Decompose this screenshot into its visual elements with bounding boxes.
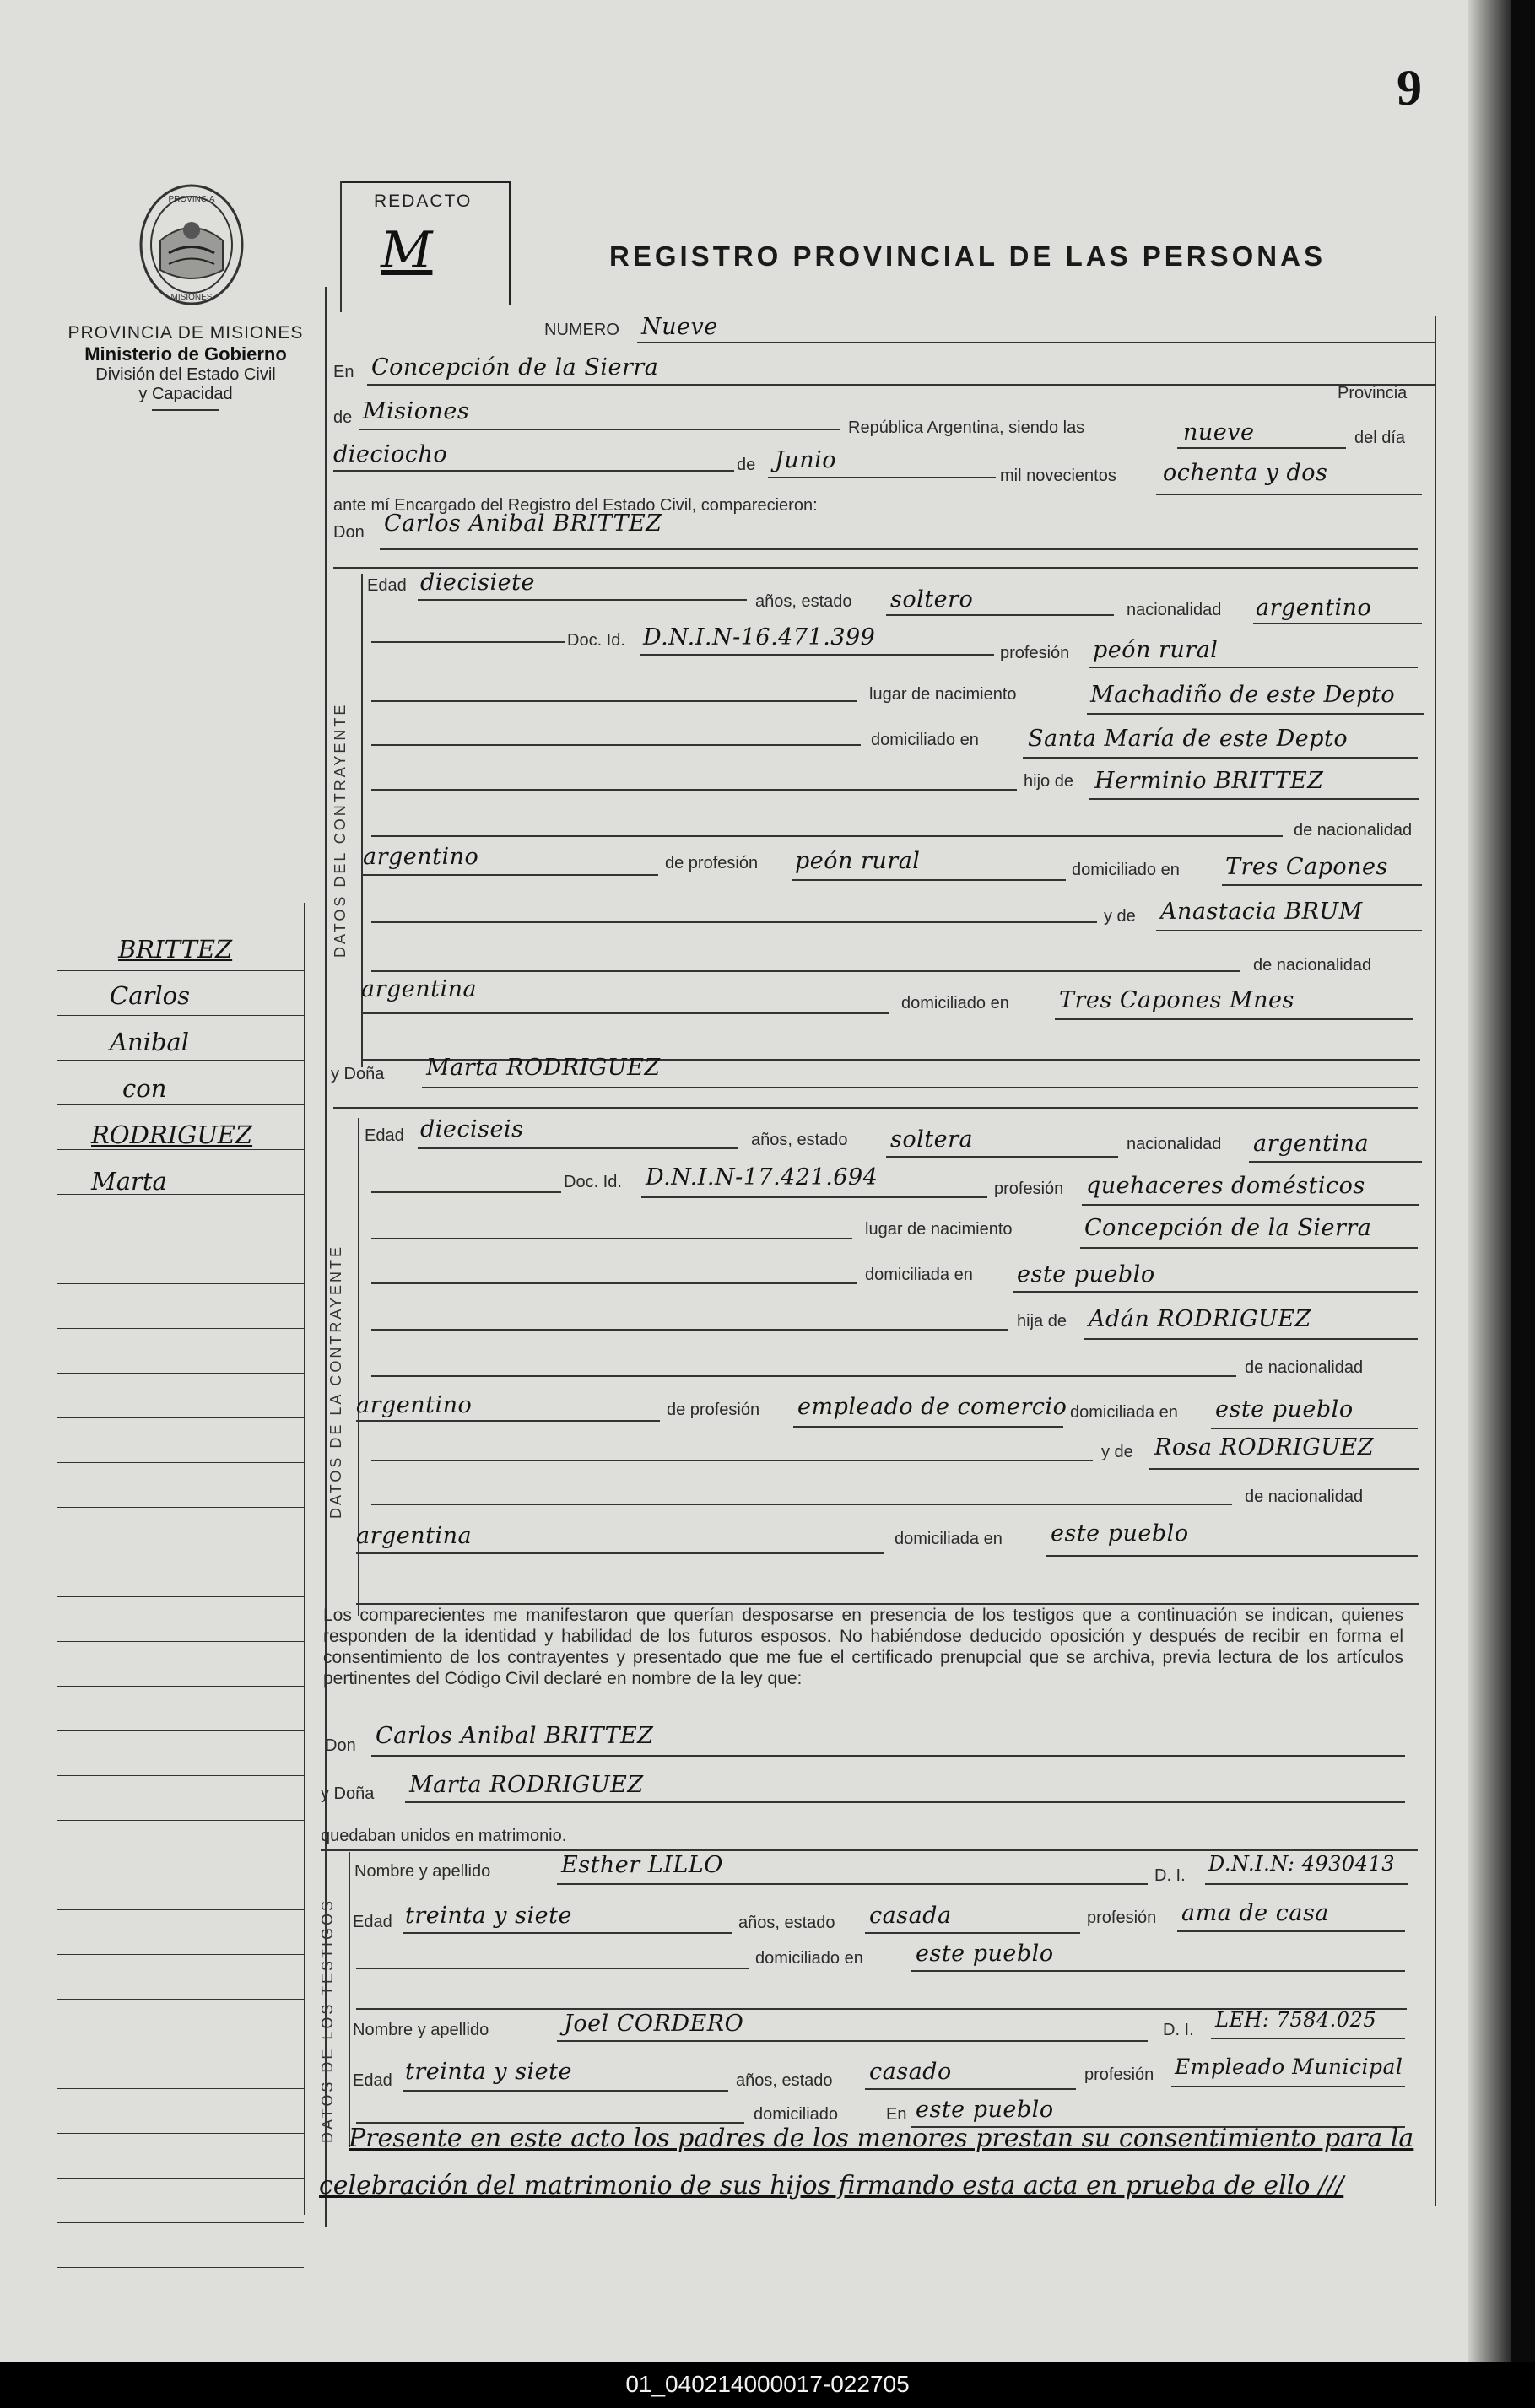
w1-profession: ama de casa [1181,1900,1329,1926]
book-spine [1468,0,1511,2362]
margin-rule-line [57,1596,304,1597]
line [371,1191,561,1193]
line [1023,757,1418,759]
line [886,614,1114,616]
line [1249,1161,1422,1163]
margin-rule-line [57,1060,304,1061]
groom-age: diecisiete [420,570,535,596]
line [418,1147,738,1149]
groom-name: Carlos Anibal BRITTEZ [384,510,662,537]
groom-mother: Anastacia BRUM [1160,899,1363,925]
groom-edad-label: Edad [367,576,407,595]
line [557,2040,1148,2042]
w2-nombre-label: Nombre y apellido [353,2021,489,2039]
w2-age: treinta y siete [405,2059,572,2085]
w1-name: Esther LILLO [561,1852,723,1878]
bride-dom-label: domiciliada en [865,1266,973,1284]
bride-nac-label: nacionalidad [1127,1135,1222,1153]
groom-nac-label: nacionalidad [1127,601,1222,619]
margin-rule-line [57,2088,304,2089]
line [1082,1204,1419,1206]
w2-profession: Empleado Municipal [1175,2054,1403,2079]
line [1211,2038,1405,2039]
w2-domicile: este pueblo [916,2097,1054,2123]
margin-rule-line [57,2267,304,2268]
w2-name: Joel CORDERO [564,2011,744,2037]
line [793,1426,1063,1428]
year-value: ochenta y dos [1163,460,1328,486]
groom-father-profession: peón rural [795,848,921,874]
bride-father-domicile: este pueblo [1215,1396,1354,1423]
groom-y-de-label: y de [1104,907,1136,926]
line [359,429,840,430]
line [640,654,994,656]
margin-rule-line [57,1641,304,1642]
hour-value: nueve [1183,419,1255,445]
line [371,1755,1405,1757]
line [1055,1018,1413,1020]
redacto-left-rule [340,181,342,312]
margin-rule-line [57,1283,304,1284]
groom-father-nationality: argentino [363,844,479,870]
margin-rule-line [57,1149,304,1150]
line [1222,884,1422,886]
sidebar-division: División del Estado Civil [95,365,276,384]
groom-lugar-label: lugar de nacimiento [869,685,1017,704]
bride-status: soltera [890,1126,974,1153]
line [1084,1338,1418,1340]
w2-di-label: D. I. [1163,2021,1194,2039]
line [1211,1428,1418,1429]
mil-text: mil novecientos [1000,467,1116,485]
groom-father-prof-label: de profesión [665,854,759,872]
w1-doc: D.N.I.N: 4930413 [1208,1852,1395,1876]
numero-value: Nueve [641,314,718,340]
province-value: Misiones [363,398,470,424]
form-outer-rule [304,903,305,2215]
don-label: Don [333,523,365,542]
groom-father: Herminio BRITTEZ [1094,768,1324,794]
line [371,835,1283,837]
w2-doc: LEH: 7584.025 [1215,2008,1377,2032]
bride-hija-label: hija de [1017,1312,1067,1331]
closing-line-1: Presente en este acto los padres de los menores prestan su consentimiento para la [349,2124,1414,2153]
redacto-initials: M [381,221,433,280]
line [865,1932,1080,1934]
en-label: En [333,363,354,381]
line [1171,2086,1405,2087]
margin-rule-line [57,1730,304,1731]
margin-note-middle-name: Anibal [110,1028,190,1056]
line [356,1968,749,1969]
line [333,1107,1418,1109]
line [1253,623,1422,624]
line [371,1329,1008,1331]
provincial-seal-icon [135,181,249,308]
bride-nationality: argentina [1253,1131,1370,1157]
line [321,1849,1418,1851]
groom-profession: peón rural [1093,637,1219,663]
groom-section-label: DATOS DEL CONTRAYENTE [332,702,349,958]
line [1013,1291,1418,1293]
margin-rule-line [57,1015,304,1016]
witness-section-rule [349,1852,350,2147]
del-dia-label: del día [1354,429,1406,447]
w2-status: casado [869,2059,952,2085]
footer-id-text: 01_040214000017-022705 [625,2371,910,2397]
decl-don-name: Carlos Anibal BRITTEZ [376,1723,654,1749]
margin-rule-line [57,1507,304,1508]
line [333,567,1418,569]
line [865,2088,1076,2090]
margin-rule-line [57,1909,304,1910]
w2-prof-label: profesión [1084,2065,1154,2084]
line [405,1801,1405,1803]
groom-father-dom-label: domiciliado en [1072,861,1180,879]
image-footer [0,2362,1535,2408]
line [371,921,1097,923]
w1-nombre-label: Nombre y apellido [354,1862,491,1881]
line [1087,713,1424,715]
margin-note-first-name: Carlos [110,981,190,1010]
line [911,1970,1405,1972]
line [1156,930,1422,931]
line [1089,667,1418,668]
margin-rule-line [57,970,304,971]
groom-mother-dom-label: domiciliado en [901,994,1009,1012]
line [1080,1247,1418,1249]
w1-anos-label: años, estado [738,1914,835,1932]
margin-note-surname: BRITTEZ [118,935,233,964]
bride-father: Adán RODRIGUEZ [1089,1306,1311,1332]
de-label: de [333,408,353,427]
groom-status: soltero [890,586,974,613]
margin-note-bride-name: Marta [91,1167,167,1196]
day-value: dieciocho [333,441,448,467]
bride-y-de-label: y de [1101,1443,1133,1461]
line [367,384,1435,386]
bride-father-nationality: argentino [356,1392,473,1418]
line [641,1196,987,1198]
closing-line-2: celebración del matrimonio de sus hijos firmando esta acta en prueba de ello /// [319,2171,1344,2200]
line [371,641,565,643]
line [333,470,734,472]
decl-dona-name: Marta RODRIGUEZ [409,1772,644,1798]
w2-dom-label: domiciliado [754,2105,839,2124]
groom-father-nac-label: de nacionalidad [1294,821,1413,840]
ante-text: ante mí Encargado del Registro del Estado Civil, comparecieron: [333,496,818,515]
line [1089,798,1419,800]
groom-dom-label: domiciliado en [871,731,979,749]
groom-mother-nationality: argentina [361,976,478,1002]
w2-edad-label: Edad [353,2071,392,2090]
w1-edad-label: Edad [353,1913,392,1931]
line [403,1932,732,1934]
bride-mother: Rosa RODRIGUEZ [1154,1434,1375,1460]
quedaban-text: quedaban unidos en matrimonio. [321,1827,567,1845]
statement-paragraph: Los comparecientes me manifestaron que querían desposarse en presencia de los testigos que a continuación se indican, quienes responden de la identidad y habilidad de los futuros esposos. No habiéndose deducido oposición y después de recibir en forma el consentimiento de los contrayentes y presentado que me fue el certificado prenupcial que se archiva, previa lectura de los artículos pertinentes del Código Civil declaré en nombre de la ley que: [323,1606,1403,1688]
w1-dom-label: domiciliado en [755,1949,863,1968]
bride-mother-nac-label: de nacionalidad [1245,1487,1364,1506]
line [637,342,1435,343]
seal-bottom-text: MISIONES [170,293,213,302]
line [356,1552,884,1554]
margin-rule-line [57,2222,304,2223]
line [361,1012,889,1014]
redacto-label: REDACTO [374,192,473,211]
line [371,1238,852,1239]
line [356,1420,660,1422]
bride-anos-label: años, estado [751,1131,848,1149]
republica-text: República Argentina, siendo las [848,418,1085,437]
groom-hijo-label: hijo de [1024,772,1073,791]
decl-dona-label: y Doña [321,1784,375,1803]
margin-rule-line [57,1686,304,1687]
margin-rule-line [57,1417,304,1418]
margin-rule-line [57,1328,304,1329]
margin-rule-line [57,2133,304,2134]
witness-section-label: DATOS DE LOS TESTIGOS [319,1898,336,2143]
bride-mother-dom-label: domiciliada en [895,1530,1003,1548]
bride-edad-label: Edad [365,1126,404,1145]
groom-nationality: argentino [1256,595,1372,621]
margin-rule-line [57,2178,304,2179]
margin-note-bride-surname: RODRIGUEZ [91,1120,253,1149]
margin-rule-line [57,1373,304,1374]
bride-doc-label: Doc. Id. [564,1173,622,1191]
margin-rule-line [57,1462,304,1463]
bride-domicile: este pueblo [1017,1261,1155,1288]
line [1177,447,1346,449]
line [371,970,1240,972]
decl-don-label: Don [325,1736,356,1755]
line [371,1460,1093,1461]
line [1156,494,1422,495]
bride-father-prof-label: de profesión [667,1401,760,1419]
numero-label: NUMERO [544,321,619,339]
line [371,789,1017,791]
bride-prof-label: profesión [994,1180,1064,1198]
groom-father-domicile: Tres Capones [1225,854,1388,880]
bride-section-label: DATOS DE LA CONTRAYENTE [327,1244,344,1519]
margin-note-con: con [122,1074,167,1103]
w2-anos-label: años, estado [736,2071,833,2090]
groom-anos-label: años, estado [755,592,852,611]
bride-father-profession: empleado de comercio [797,1394,1067,1420]
w1-prof-label: profesión [1087,1909,1157,1927]
line [1205,1883,1408,1885]
bride-mother-nationality: argentina [356,1523,473,1549]
groom-doc-label: Doc. Id. [567,631,625,650]
bride-lugar-label: lugar de nacimiento [865,1220,1013,1239]
sidebar-header [51,323,321,411]
main-right-rule [1435,316,1436,2206]
seal-top-text: PROVINCIA [168,195,215,204]
line [371,1282,857,1284]
document-title: REGISTRO PROVINCIAL DE LAS PERSONAS [609,240,1326,272]
margin-rule-line [57,1999,304,2000]
bride-father-nac-label: de nacionalidad [1245,1358,1364,1377]
groom-mother-domicile: Tres Capones Mnes [1059,987,1294,1013]
bride-age: dieciseis [420,1116,524,1142]
sidebar-capacity: y Capacidad [138,385,233,403]
w1-age: treinta y siete [405,1903,572,1929]
bride-profession: quehaceres domésticos [1086,1173,1365,1199]
bride-y-dona-label: y Doña [331,1065,385,1083]
line [886,1156,1118,1158]
margin-rule-line [57,1954,304,1955]
w1-status: casada [869,1903,952,1929]
sidebar-ministry: Ministerio de Gobierno [84,343,287,364]
bride-mother-domicile: este pueblo [1051,1520,1189,1547]
line [371,1375,1236,1377]
line [422,1087,1418,1088]
groom-domicile: Santa María de este Depto [1028,726,1349,752]
line [1177,1930,1405,1932]
bride-father-dom-label: domiciliada en [1070,1403,1178,1422]
line [371,1504,1232,1505]
groom-birthplace: Machadiño de este Depto [1090,682,1396,708]
sidebar-province: PROVINCIA DE MISIONES [68,323,304,343]
line [1046,1555,1418,1557]
groom-prof-label: profesión [1000,644,1070,662]
place-value: Concepción de la Sierra [371,354,659,381]
line [371,700,857,702]
bride-name: Marta RODRIGUEZ [426,1055,661,1081]
sidebar-divider [152,409,219,411]
w2-en-label: En [886,2105,907,2124]
margin-rule-line [57,1104,304,1105]
groom-mother-nac-label: de nacionalidad [1253,956,1372,975]
line [418,599,747,601]
bride-doc: D.N.I.N-17.421.694 [646,1164,878,1191]
line [792,879,1066,881]
groom-doc: D.N.I.N-16.471.399 [643,624,876,651]
bride-birthplace: Concepción de la Sierra [1084,1215,1372,1241]
w1-di-label: D. I. [1154,1866,1186,1885]
redacto-box [340,181,511,305]
line [1149,1468,1419,1470]
margin-rule-line [57,1775,304,1776]
line [768,477,996,478]
page-number: 9 [1397,60,1422,116]
de-mes-label: de [737,456,756,474]
line [380,548,1418,550]
line [403,2090,728,2092]
provincia-label: Provincia [1338,384,1408,402]
w1-domicile: este pueblo [916,1941,1054,1967]
month-value: Junio [775,447,836,473]
line [371,744,861,746]
margin-rule-line [57,1820,304,1821]
line [557,1883,1148,1885]
line [363,874,658,876]
